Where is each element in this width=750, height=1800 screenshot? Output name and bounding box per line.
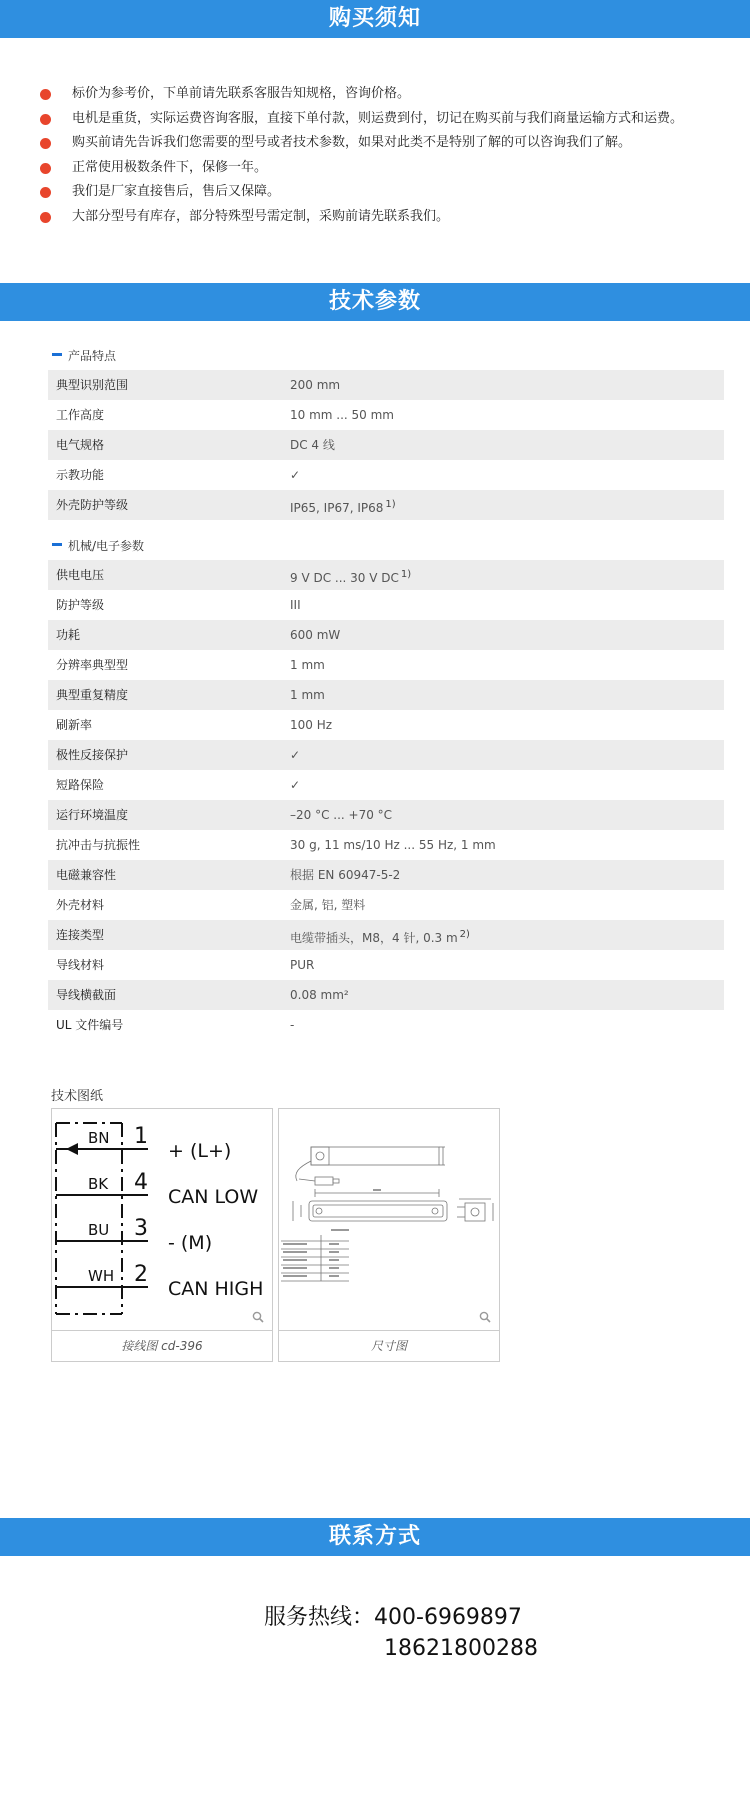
spec-row [48,490,724,520]
spec-key: 连接类型 [56,928,105,942]
spec-key: UL 文件编号 [56,1018,124,1032]
pin-label-l-plus: + (L+) [168,1140,232,1162]
spec-value [290,590,724,620]
spec-row [48,430,724,460]
spec-value-text: PUR [290,958,315,972]
dimension-drawing-card[interactable] [278,1108,500,1362]
spec-section-title: 产品特点 [68,349,117,363]
notice-text: 购买前请先告诉我们您需要的型号或者技术参数，如果对此类不是特别了解的可以咨询我们了解。 [72,135,632,150]
spec-row [48,620,724,650]
spec-value [290,800,724,830]
spec-value [290,740,724,770]
spec-value-text: ✓ [290,778,301,792]
spec-value-text: ✓ [290,748,301,762]
spec-value [290,710,724,740]
spec-row [48,890,724,920]
spec-row [48,800,724,830]
spec-value-text: ✓ [290,468,301,482]
spec-row [48,590,724,620]
spec-value-text: 金属, 铝, 塑料 [290,898,366,912]
dimension-drawing-svg [279,1109,499,1331]
notice-text: 我们是厂家直接售后，售后又保障。 [72,184,281,199]
spec-row [48,370,724,400]
spec-value [290,650,724,680]
spec-row [48,400,724,430]
spec-row [48,560,724,590]
spec-value [290,370,724,400]
zoom-icon[interactable] [479,1311,491,1323]
zoom-icon[interactable] [252,1311,264,1323]
footnote-ref: 1) [400,569,412,580]
spec-table [48,342,724,1040]
notice-text: 标价为参考价，下单前请先联系客服告知规格，咨询价格。 [72,86,411,101]
spec-row [48,680,724,710]
spec-key: 短路保险 [56,778,105,792]
spec-value [290,860,724,890]
collapse-icon[interactable] [52,543,62,546]
pin-3: 3 [134,1216,148,1241]
spec-value-text: 1 mm [290,658,325,672]
spec-key: 防护等级 [56,598,105,612]
spec-value-text: - [290,1018,295,1032]
spec-value [290,830,724,860]
footnote-ref: 1) [385,499,396,510]
spec-value [290,920,724,950]
dimension-drawing-caption: 尺寸图 [370,1339,407,1353]
banner-notice: 购买须知 [0,0,750,38]
wiring-diagram-card[interactable] [51,1108,273,1362]
spec-key: 典型重复精度 [56,688,129,702]
spec-value-text: 电缆带插头，M8，4 针, 0.3 m [290,931,458,945]
bullet-icon [40,114,51,125]
spec-key: 电气规格 [56,438,105,452]
spec-row [48,710,724,740]
spec-value [290,560,724,590]
bullet-icon [40,89,51,100]
banner-specs: 技术参数 [0,283,750,321]
spec-key: 工作高度 [56,408,105,422]
wire-bu: BU [88,1221,110,1239]
bullet-icon [40,163,51,174]
spec-value-text: DC 4 线 [290,438,335,452]
spec-row [48,950,724,980]
pin-label-can-high: CAN HIGH [168,1278,264,1300]
spec-value-text: –20 °C ... +70 °C [290,808,393,822]
wiring-diagram-caption: 接线图 cd-396 [121,1339,203,1353]
spec-value-text: 1 mm [290,688,325,702]
spec-value [290,460,724,490]
spec-key: 供电电压 [56,568,105,582]
notice-item [38,131,738,156]
spec-value-text: 0.08 mm² [290,988,349,1002]
spec-key: 抗冲击与抗振性 [56,838,141,852]
pin-2: 2 [134,1262,148,1287]
pin-4: 4 [134,1170,148,1195]
spec-value [290,400,724,430]
wire-bk: BK [88,1175,109,1193]
spec-row [48,650,724,680]
spec-key: 分辨率典型型 [56,658,129,672]
pin-1: 1 [134,1124,148,1149]
spec-key: 功耗 [56,628,81,642]
spec-section-header[interactable] [48,342,724,370]
spec-key: 导线横截面 [56,988,117,1002]
dimension-drawing [279,1109,499,1331]
spec-key: 极性反接保护 [56,748,129,762]
spec-value [290,890,724,920]
spec-value [290,430,724,460]
pin-label-m: - (M) [168,1232,213,1254]
spec-row [48,740,724,770]
spec-value [290,770,724,800]
spec-key: 外壳防护等级 [56,498,129,512]
spec-value-text: 100 Hz [290,718,333,732]
spec-key: 外壳材料 [56,898,105,912]
notice-item [38,180,738,205]
spec-key: 导线材料 [56,958,105,972]
notice-text: 电机是重货，实际运费咨询客服，直接下单付款，则运费到付，切记在购买前与我们商量运输方式和运费。 [72,110,684,126]
footnote-ref: 2) [459,929,470,940]
spec-value [290,680,724,710]
spec-value [290,490,724,520]
spec-key: 刷新率 [56,718,93,732]
spec-value-text: III [290,598,301,612]
drawings-title: 技术图纸 [51,1089,104,1104]
notice-item [38,156,738,181]
spec-key: 示教功能 [56,468,105,482]
notice-item [38,107,738,132]
spec-value-text: 9 V DC ... 30 V DC [290,571,399,585]
spec-value-text: 200 mm [290,378,341,392]
notice-item [38,205,738,230]
spec-row [48,460,724,490]
spec-section-title: 机械/电子参数 [68,539,145,553]
wire-bn: BN [88,1129,110,1147]
bullet-icon [40,138,51,149]
wire-wh: WH [88,1267,115,1285]
notice-text: 大部分型号有库存，部分特殊型号需定制，采购前请先联系我们。 [72,208,450,224]
spec-value-text: 600 mW [290,628,341,642]
collapse-icon[interactable] [52,353,62,356]
spec-value [290,1010,724,1040]
spec-row [48,980,724,1010]
spec-key: 典型识别范围 [56,378,129,392]
pin-label-can-low: CAN LOW [168,1186,259,1208]
spec-row [48,830,724,860]
spec-value [290,620,724,650]
spec-value-text: 10 mm ... 50 mm [290,408,394,422]
phone-primary[interactable]: 400-6969897 [374,1605,522,1630]
spec-row [48,1010,724,1040]
spec-row [48,920,724,950]
hotline-label: 服务热线： [264,1605,375,1630]
spec-key: 电磁兼容性 [56,868,117,882]
hotline-line [264,1600,522,1631]
spec-key: 运行环境温度 [56,808,129,822]
spec-section-header[interactable] [48,532,724,560]
wiring-diagram [52,1109,272,1331]
spec-row [48,860,724,890]
spec-value-text: 根据 EN 60947-5-2 [290,868,401,882]
notice-text: 正常使用极数条件下，保修一年。 [72,159,268,175]
phone-secondary[interactable]: 18621800288 [384,1636,538,1661]
spec-value-text: 30 g, 11 ms/10 Hz ... 55 Hz, 1 mm [290,838,496,852]
spec-value [290,950,724,980]
notice-item [38,82,738,107]
spec-value-text: IP65, IP67, IP68 [290,501,384,515]
notice-list [38,82,738,229]
bullet-icon [40,187,51,198]
banner-contact: 联系方式 [0,1518,750,1556]
wiring-diagram-svg [52,1109,272,1331]
bullet-icon [40,212,51,223]
spec-row [48,770,724,800]
spec-value [290,980,724,1010]
